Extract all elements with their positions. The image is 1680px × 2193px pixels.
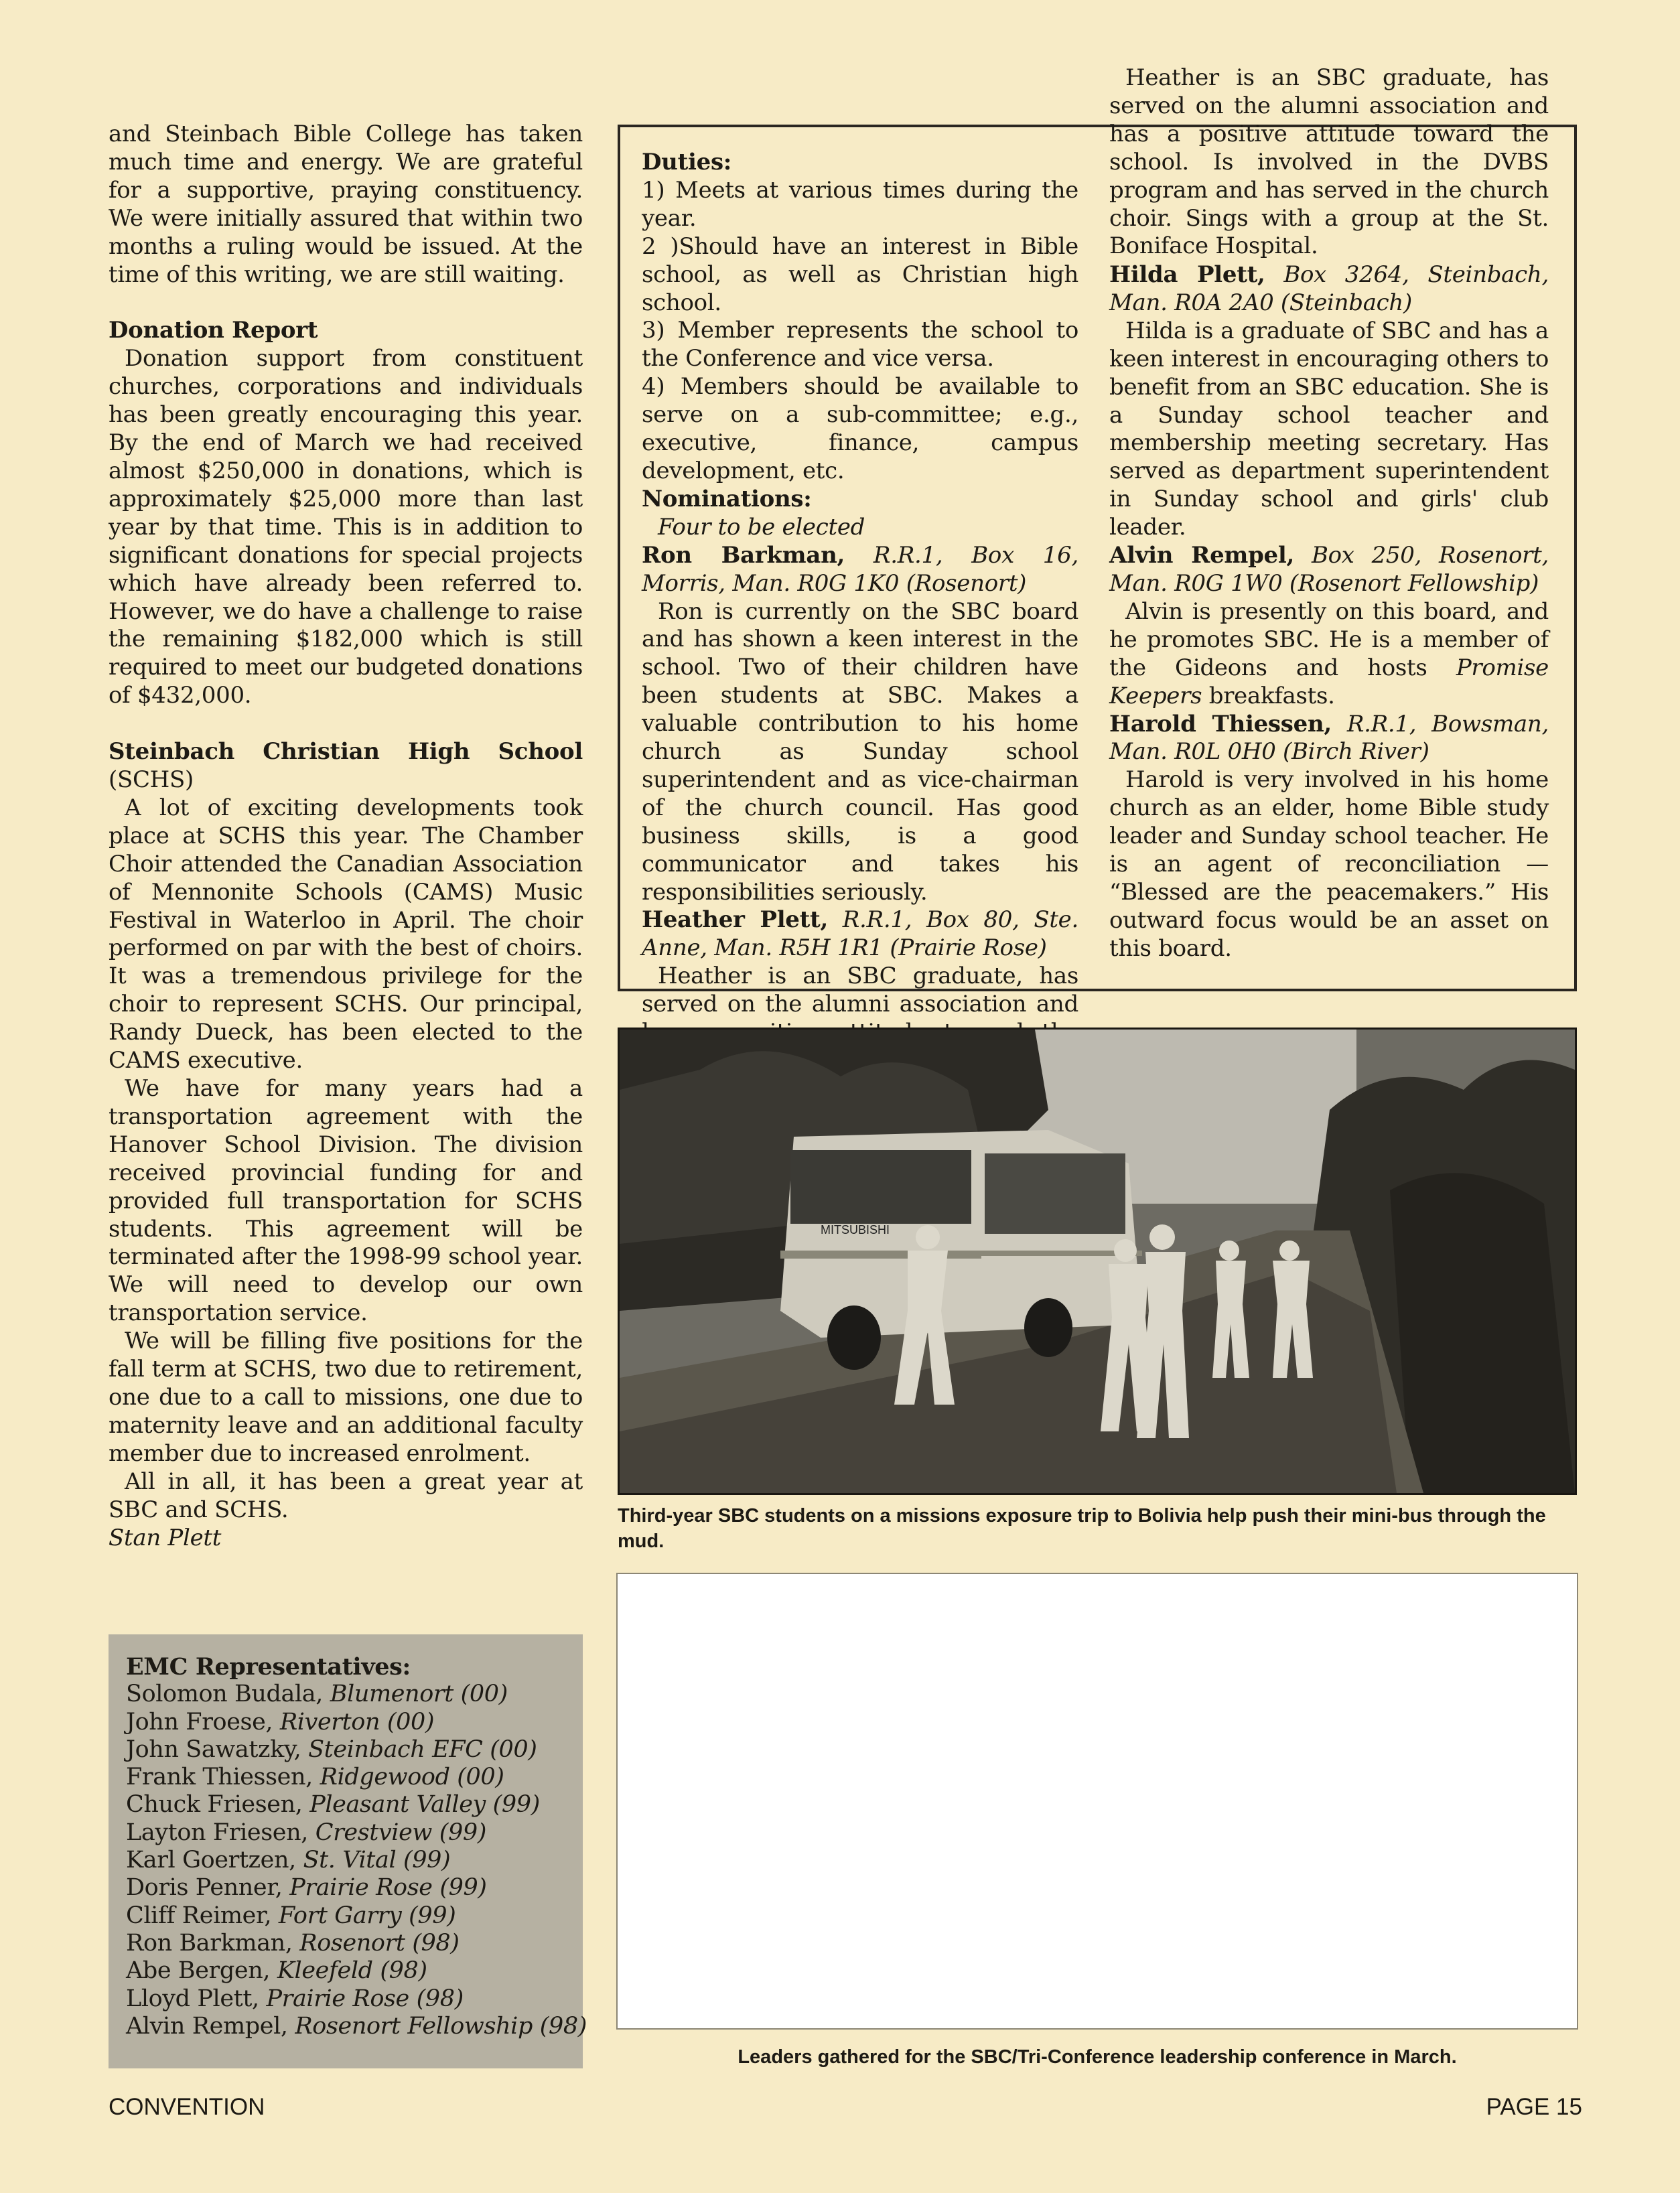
duty-item: 3) Member represents the school to the Conference and vice versa.: [642, 317, 1078, 372]
footer-section-label: CONVENTION: [109, 2094, 265, 2120]
rep-place: Ridgewood (00): [320, 1764, 504, 1791]
nominee-bio: [1109, 598, 1549, 711]
nominee-name: Harold Thiessen,: [1109, 710, 1332, 737]
donation-paragraph: Donation support from constituent churches, corporations and individuals has been greatly encouraging this year. By the end of March we had received almost $250,000 in donations, which is approximately $25,000 more than last year by that time. This is in addition to significant donations for special projects which have already been referred to. However, we do have a challenge to raise the remaining $182,000 which is still required to meet our budgeted donations of $432,000.: [109, 345, 583, 709]
nominee-address: R.R.1, Box 16, Morris, Man. R0G 1K0 (Rosenort): [642, 541, 1078, 597]
rep-name: John Sawatzky,: [126, 1736, 301, 1763]
rep-item: [126, 1847, 565, 1874]
nominee-name: Ron Barkman,: [642, 541, 845, 569]
nominee-header: [1109, 711, 1549, 767]
nominee-bio: Heather is an SBC graduate, has served on the alumni association and: [642, 963, 1078, 1018]
rep-name: Layton Friesen,: [126, 1819, 308, 1846]
nominee-bio-text: Alvin is presently on this board, and he promotes SBC. He is a member of the Gideons and hosts: [1109, 597, 1549, 681]
schs-paragraph-2: We have for many years had a transportation agreement with the Hanover School Division. The division received provincial funding for and provided full transportation for SCHS students. This agreement will be terminated after the 1998-99 school year. We will need to develop our own transportation service.: [109, 1075, 583, 1327]
nominee-address: R.R.1, Box 80, Ste. Anne, Man. R5H 1R1 (Prairie Rose): [642, 906, 1079, 962]
photo-caption-2: Leaders gathered for the SBC/Tri-Conference leadership conference in March.: [738, 2046, 1457, 2068]
intro-paragraph: and Steinbach Bible College has taken much time and energy. We are grateful for a supportive, praying constituency. We were initially assured that within two months a ruling would be issued. At the time of this writing, we are still waiting.: [109, 121, 583, 288]
duty-item: 2 )Should have an interest in Bible school, as well as Christian high school.: [642, 232, 1078, 316]
rep-place: Fort Garry (99): [278, 1902, 456, 1929]
rep-name: Chuck Friesen,: [126, 1791, 303, 1819]
box-column-1: [642, 149, 1078, 1047]
schs-paragraph-3: We will be filling five positions for the fall term at SCHS, two due to retirement, one due to a call to missions, one due to maternity leave and an additional faculty member due to increased enrolment.: [109, 1328, 583, 1467]
rep-item: [126, 1957, 565, 1985]
rep-name: Solomon Budala,: [126, 1681, 323, 1708]
rep-name: Lloyd Plett,: [126, 1985, 259, 2012]
rep-item: [126, 1709, 565, 1736]
rep-item: [126, 2012, 587, 2040]
nominee-bio-italic: Promise Keepers: [1109, 654, 1549, 709]
schs-heading: Steinbach Christian High School: [109, 738, 583, 766]
box-column-2: [1109, 64, 1549, 963]
nominee-bio: Ron is currently on the SBC board and has shown a keen interest in the school. Two of their children have been students at SBC. Makes a valuable contribution to his home church as Sunday school superintendent and as vice-chairman of the church council. Has good business skills, is a good communicator and takes his responsibilities seriously.: [642, 597, 1078, 906]
nominee-header: [1109, 261, 1549, 317]
nominee-header: [642, 542, 1078, 598]
signature: Stan Plett: [109, 1524, 222, 1551]
nominee-bio-continued: [1109, 64, 1549, 261]
rep-item: [126, 1819, 565, 1847]
rep-item: [126, 1930, 565, 1957]
rep-item: [126, 1902, 565, 1930]
rep-place: Blumenort (00): [330, 1681, 508, 1708]
rep-name: Doris Penner,: [126, 1874, 283, 1902]
duty-item: 4) Members should be available to serve on a sub-committee; e.g., executive, finance, campus development, etc.: [642, 373, 1078, 484]
rep-item: [126, 1681, 565, 1708]
rep-place: Riverton (00): [279, 1708, 435, 1736]
rep-name: Karl Goertzen,: [126, 1847, 296, 1874]
photo-caption: Third-year SBC students on a missions exposure trip to Bolivia help push their mini-bus through the mud.: [618, 1505, 1546, 1552]
rep-item: [126, 1736, 565, 1764]
rep-name: Alvin Rempel,: [126, 2012, 288, 2040]
nominee-header: [642, 906, 1078, 963]
rep-place: Pleasant Valley (99): [309, 1791, 540, 1819]
rep-place: Prairie Rose (98): [266, 1985, 464, 2012]
schs-abbrev: (SCHS): [109, 766, 194, 794]
nominee-address: R.R.1, Bowsman, Man. R0L 0H0 (Birch River): [1109, 710, 1549, 766]
nominee-address: Box 3264, Steinbach, Man. R0A 2A0 (Steinbach): [1109, 261, 1549, 316]
nominations-heading: Nominations:: [642, 485, 812, 512]
reps-heading: EMC Representatives:: [126, 1653, 411, 1681]
rep-name: John Froese,: [126, 1708, 273, 1736]
nominee-bio: Hilda is a graduate of SBC and has a keen interest in encouraging others to benefit from an SBC education. She is a Sunday school teacher and membership meeting secretary. Has served as department superintendent in Sunday school and girls' club leader.: [1109, 317, 1549, 541]
rep-place: Rosenort (98): [299, 1929, 460, 1957]
footer-page-number: PAGE 15: [1486, 2094, 1582, 2120]
nominee-bio-text: breakfasts.: [1208, 682, 1335, 709]
photo-illustration: [620, 1030, 1575, 1493]
duty-item: 1) Meets at various times during the year.: [642, 176, 1078, 232]
duties-heading: Duties:: [642, 149, 732, 175]
left-column: [109, 121, 583, 1552]
rep-place: Steinbach EFC (00): [308, 1736, 537, 1763]
donation-heading: Donation Report: [109, 317, 318, 344]
nominee-name: Alvin Rempel,: [1109, 542, 1295, 569]
rep-item: [126, 1764, 565, 1791]
nominee-header: [1109, 542, 1549, 598]
rep-place: Kleefeld (98): [277, 1957, 427, 1985]
rep-name: Frank Thiessen,: [126, 1764, 313, 1791]
schs-heading-line: [109, 738, 583, 794]
rep-name: Ron Barkman,: [126, 1929, 293, 1957]
nominee-bio: Harold is very involved in his home church as an elder, home Bible study leader and Sunday school teacher. He is an agent of reconciliation — “Blessed are the peacemakers.” His outward focus would be an asset on this board.: [1109, 766, 1549, 962]
rep-item: [126, 1985, 565, 2013]
nominee-name: Hilda Plett,: [1109, 261, 1265, 288]
rep-place: Rosenort Fellowship (98): [295, 2012, 587, 2040]
rep-place: Prairie Rose (99): [289, 1874, 487, 1902]
nominee-address: Box 250, Rosenort, Man. R0G 1W0 (Rosenort Fellowship): [1109, 542, 1549, 597]
leaders-photo-placeholder: [616, 1573, 1578, 2030]
nominee-name: Heather Plett,: [642, 906, 828, 934]
rep-name: Cliff Reimer,: [126, 1902, 272, 1929]
emc-representatives-box: [109, 1634, 587, 2068]
schs-paragraph-4: All in all, it has been a great year at SBC and SCHS.: [109, 1468, 583, 1523]
nominee-bio-continued-text: Heather is an SBC graduate, has served on the alumni association and has a positive attitude toward the school. Is involved in the DVBS program and has served in the church choir. Sings with a group at the St. Boniface Hospital.: [1109, 64, 1549, 260]
bolivia-bus-photo: [618, 1028, 1577, 1495]
rep-name: Abe Bergen,: [126, 1957, 271, 1985]
schs-paragraph-1: A lot of exciting developments took place at SCHS this year. The Chamber Choir attended the Canadian Association of Mennonite Schools (CAMS) Music Festival in Waterloo in April. The choir performed on par with the best of choirs. It was a tremendous privilege for the choir to represent SCHS. Our principal, Randy Dueck, has been elected to the CAMS executive.: [109, 794, 583, 1074]
rep-item: [126, 1791, 565, 1819]
nominations-subheading: Four to be elected: [658, 513, 865, 541]
rep-place: Crestview (99): [315, 1819, 486, 1846]
rep-item: [126, 1874, 565, 1902]
rep-place: St. Vital (99): [303, 1847, 451, 1874]
bus-brand-label: MITSUBISHI: [821, 1223, 890, 1236]
